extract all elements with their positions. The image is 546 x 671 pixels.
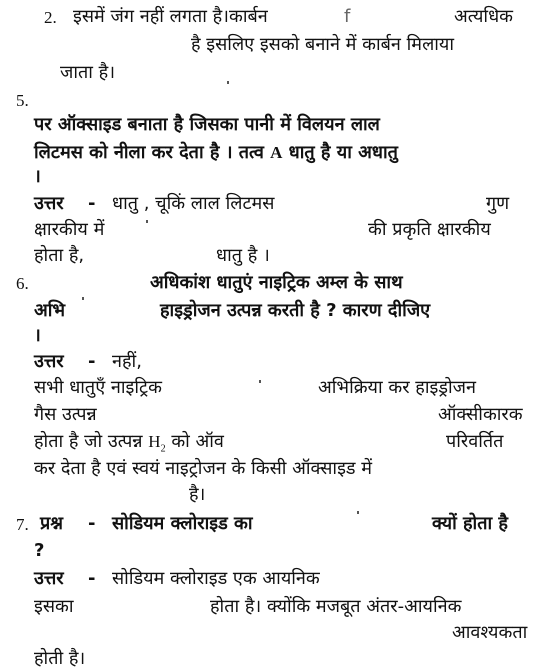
answer-text-line: होती है। bbox=[34, 648, 86, 669]
answer-text-part: होता है जो उत्पन्न bbox=[34, 431, 143, 452]
question-text-part: लिटमस को नीला कर देता है । तत्व bbox=[34, 142, 264, 163]
hydrogen-formula bbox=[148, 432, 166, 455]
question-text-line: अधिकांश धातुएं नाइट्रिक अम्ल के साथ bbox=[150, 272, 403, 293]
element-letter: A bbox=[270, 143, 283, 162]
answer-text-line: ऑक्सीकारक bbox=[438, 404, 523, 425]
question-text-line: हाइड्रोजन उत्पन्न करती है ? कारण दीजिए bbox=[160, 300, 431, 321]
scan-speck bbox=[146, 220, 148, 223]
question-text-line: पर ऑक्साइड बनाता है जिसका पानी में विलयन लाल bbox=[34, 114, 380, 135]
answer-label: उत्तर bbox=[34, 351, 64, 372]
question-label: प्रश्न bbox=[40, 513, 63, 534]
scan-speck bbox=[82, 297, 84, 300]
answer-text-line: इसका bbox=[34, 596, 74, 617]
item-number: 2. bbox=[44, 8, 57, 27]
item2-line1-left: इसमें जंग नहीं लगता है।कार्बन bbox=[73, 6, 268, 27]
answer-text-line: है। bbox=[189, 484, 206, 505]
item2-line1-mark: f bbox=[344, 6, 351, 27]
question-text-line: सोडियम क्लोराइड का bbox=[112, 513, 253, 534]
item2-line2: है इसलिए इसको बनाने में कार्बन मिलाया bbox=[191, 34, 455, 55]
question-number: 7. bbox=[16, 515, 29, 534]
answer-text-line: गैस उत्पन्न bbox=[34, 404, 97, 425]
scan-speck bbox=[259, 380, 261, 383]
question-text-line: अभि bbox=[34, 300, 66, 321]
answer-text-line: धातु है । bbox=[216, 245, 270, 266]
answer-text-line: गुण bbox=[486, 193, 510, 214]
formula-subscript: 2 bbox=[160, 443, 166, 455]
question-text-part: धातु है या अधातु bbox=[288, 142, 398, 163]
answer-dash: - bbox=[88, 193, 96, 214]
answer-text-line: अभिक्रिया कर हाइड्रोजन bbox=[318, 377, 476, 398]
item2-line1-right: अत्यधिक bbox=[454, 6, 513, 27]
answer-text-line: होता है। क्योंकि मजबूत अंतर-आयनिक bbox=[210, 596, 462, 617]
question-text-line: । bbox=[34, 325, 41, 346]
question-text-line bbox=[34, 142, 398, 164]
answer-text-line: क्षारकीय में bbox=[34, 219, 105, 240]
answer-text-line: कर देता है एवं स्वयं नाइट्रोजन के किसी ऑक्साइड में bbox=[34, 458, 373, 479]
answer-text-line bbox=[34, 431, 224, 460]
answer-text-line: परिवर्तित bbox=[446, 431, 504, 452]
answer-text-part: को ऑव bbox=[171, 431, 224, 452]
answer-text-line: होता है, bbox=[34, 245, 85, 266]
question-text-line: ? bbox=[34, 540, 45, 561]
question-text-line: क्यों होता है bbox=[432, 513, 508, 534]
question-text-line: । bbox=[34, 166, 41, 187]
formula-base: H bbox=[148, 432, 161, 451]
answer-text-line: सोडियम क्लोराइड एक आयनिक bbox=[112, 568, 320, 589]
answer-label: उत्तर bbox=[34, 193, 64, 214]
item2-line3: जाता है। bbox=[60, 62, 116, 83]
answer-text-line: सभी धातुएँ नाइट्रिक bbox=[34, 377, 162, 398]
question-number: 6. bbox=[16, 274, 29, 293]
question-number: 5. bbox=[16, 91, 29, 110]
answer-text-line: नहीं, bbox=[112, 351, 142, 372]
answer-text-line: धातु , चूकिं लाल लिटमस bbox=[112, 193, 275, 214]
answer-dash: - bbox=[88, 568, 96, 589]
answer-dash: - bbox=[88, 351, 96, 372]
question-dash: - bbox=[88, 513, 96, 534]
answer-text-line: की प्रकृति क्षारकीय bbox=[368, 219, 491, 240]
scan-speck bbox=[227, 81, 229, 84]
scan-speck bbox=[357, 511, 359, 514]
answer-text-line: आवश्यकता bbox=[452, 622, 528, 643]
answer-label: उत्तर bbox=[34, 568, 64, 589]
